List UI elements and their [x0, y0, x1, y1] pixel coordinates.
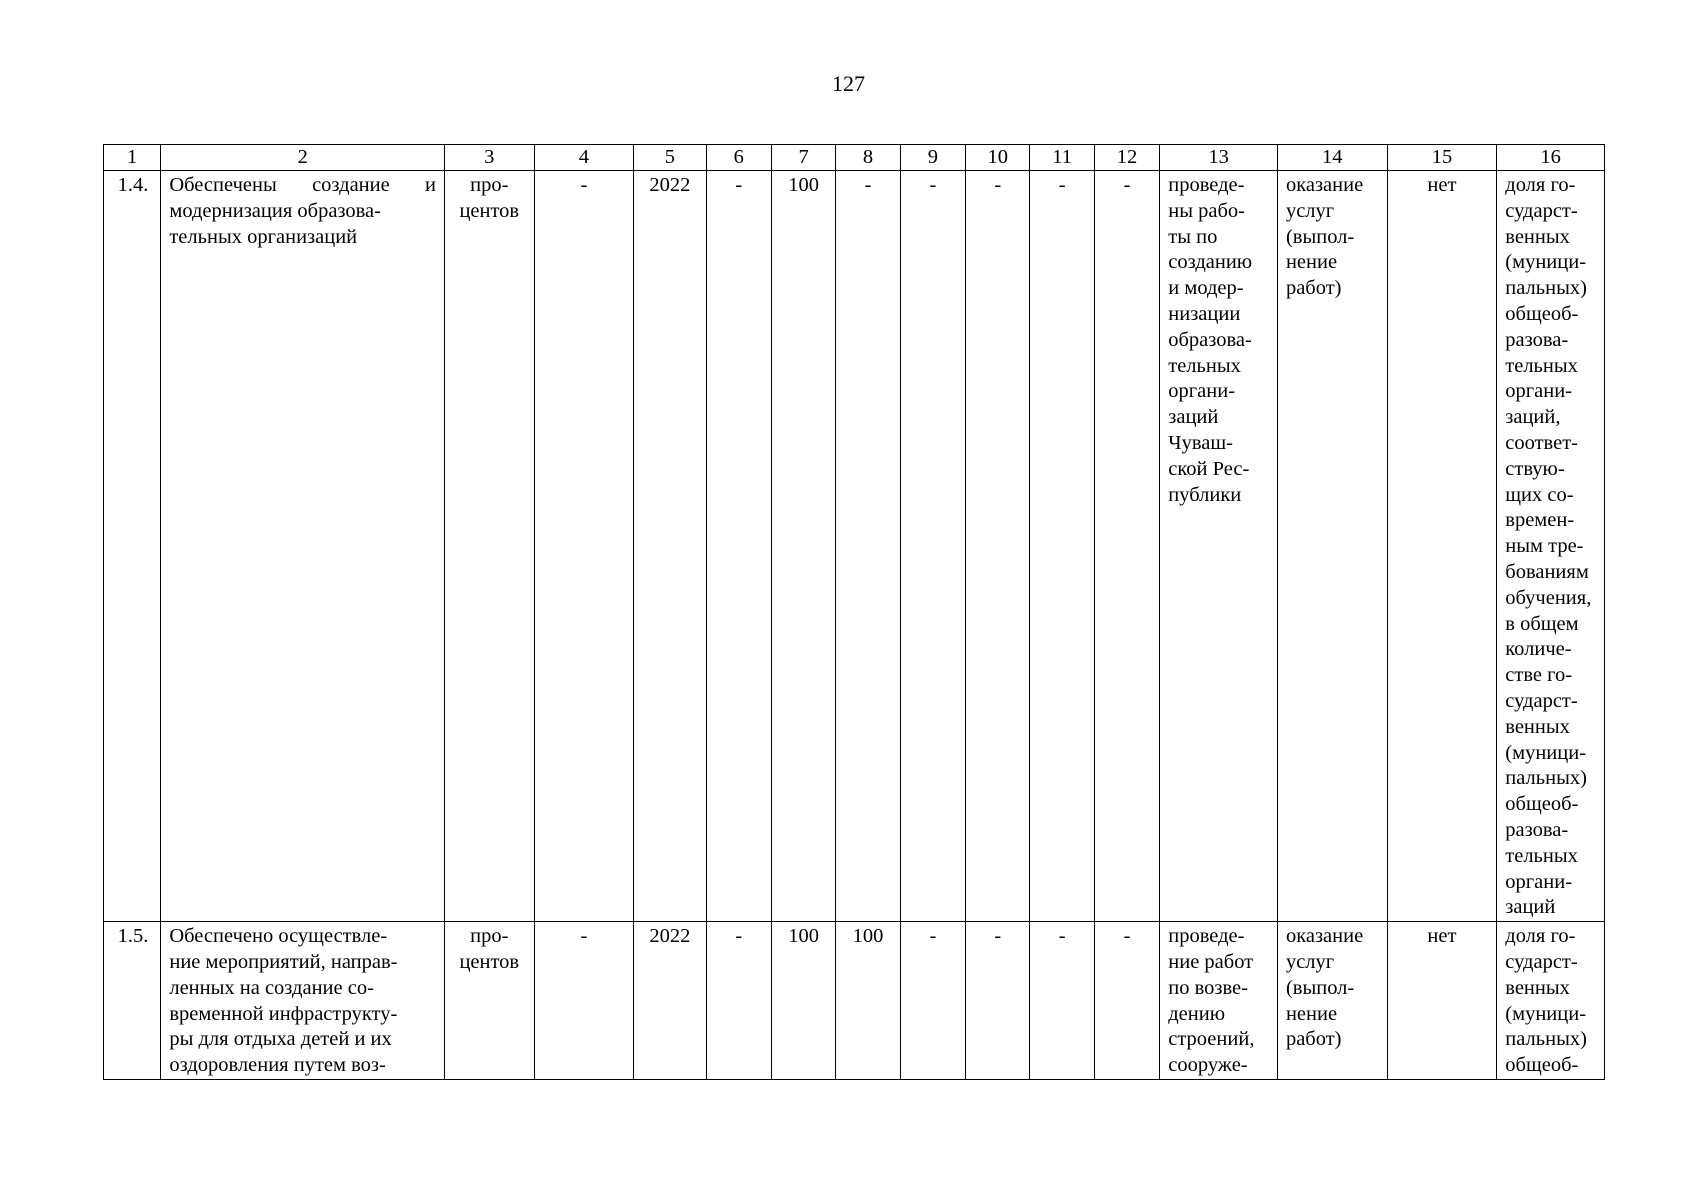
column-header: 6 [706, 145, 771, 171]
indicator-description: доля го- сударст- венных (муници- пальных) общеоб- [1497, 922, 1605, 1080]
cell-7: 100 [771, 171, 835, 922]
indicators-table [103, 144, 1605, 1080]
column-header: 8 [836, 145, 900, 171]
cell-8: 100 [836, 922, 900, 1080]
table-row [104, 922, 1605, 1080]
result-type: оказание услуг (выпол- нение работ) [1277, 922, 1387, 1080]
cell-6: - [706, 171, 771, 922]
cell-9: - [900, 171, 965, 922]
column-header: 13 [1160, 145, 1278, 171]
page-number: 127 [832, 71, 865, 96]
column-header: 14 [1277, 145, 1387, 171]
table-row [104, 171, 1605, 922]
year-cell: 2022 [634, 922, 706, 1080]
cell-10: - [966, 171, 1030, 922]
column-header: 10 [966, 145, 1030, 171]
column-header: 7 [771, 145, 835, 171]
unit-cell: про- центов [445, 171, 535, 922]
result-description: проведе- ны рабо- ты по созданию и модер- низации образова- тельных органи- заций Чуваш- ской Рес- публики [1160, 171, 1278, 922]
result-type: оказание услуг (выпол- нение работ) [1277, 171, 1387, 922]
column-header: 16 [1497, 145, 1605, 171]
cell-15: нет [1387, 922, 1497, 1080]
indicator-description: доля го- сударст- венных (муници- пальных) общеоб- разова- тельных органи- заций, соответ- ствую- щих со- времен- ным тре- бованиям обучения, в общем количе- стве го- сударст- венных (муници- пальных) общеоб- разова- тельных органи- заций [1497, 171, 1605, 922]
unit-cell: про- центов [445, 922, 535, 1080]
year-cell: 2022 [634, 171, 706, 922]
table-header-row [104, 145, 1605, 171]
event-name: Обеспечены создание и модернизация образова- тельных организаций [161, 171, 445, 922]
column-header: 5 [634, 145, 706, 171]
cell-9: - [900, 922, 965, 1080]
column-header: 4 [534, 145, 634, 171]
column-header: 1 [104, 145, 161, 171]
column-header: 9 [900, 145, 965, 171]
cell-6: - [706, 922, 771, 1080]
cell-4: - [534, 171, 634, 922]
cell-7: 100 [771, 922, 835, 1080]
cell-11: - [1030, 922, 1094, 1080]
event-name: Обеспечено осуществле- ние мероприятий, направ- ленных на создание со- временной инфраструкту- ры для отдыха детей и их оздоровления путем воз- [161, 922, 445, 1080]
cell-12: - [1094, 171, 1159, 922]
result-description: проведе- ние работ по возве- дению строений, сооруже- [1160, 922, 1278, 1080]
cell-11: - [1030, 171, 1094, 922]
cell-10: - [966, 922, 1030, 1080]
column-header: 11 [1030, 145, 1094, 171]
cell-15: нет [1387, 171, 1497, 922]
row-number: 1.5. [104, 922, 161, 1080]
column-header: 3 [445, 145, 535, 171]
column-header: 12 [1094, 145, 1159, 171]
cell-8: - [836, 171, 900, 922]
row-number: 1.4. [104, 171, 161, 922]
cell-4: - [534, 922, 634, 1080]
column-header: 15 [1387, 145, 1497, 171]
column-header: 2 [161, 145, 445, 171]
cell-12: - [1094, 922, 1159, 1080]
